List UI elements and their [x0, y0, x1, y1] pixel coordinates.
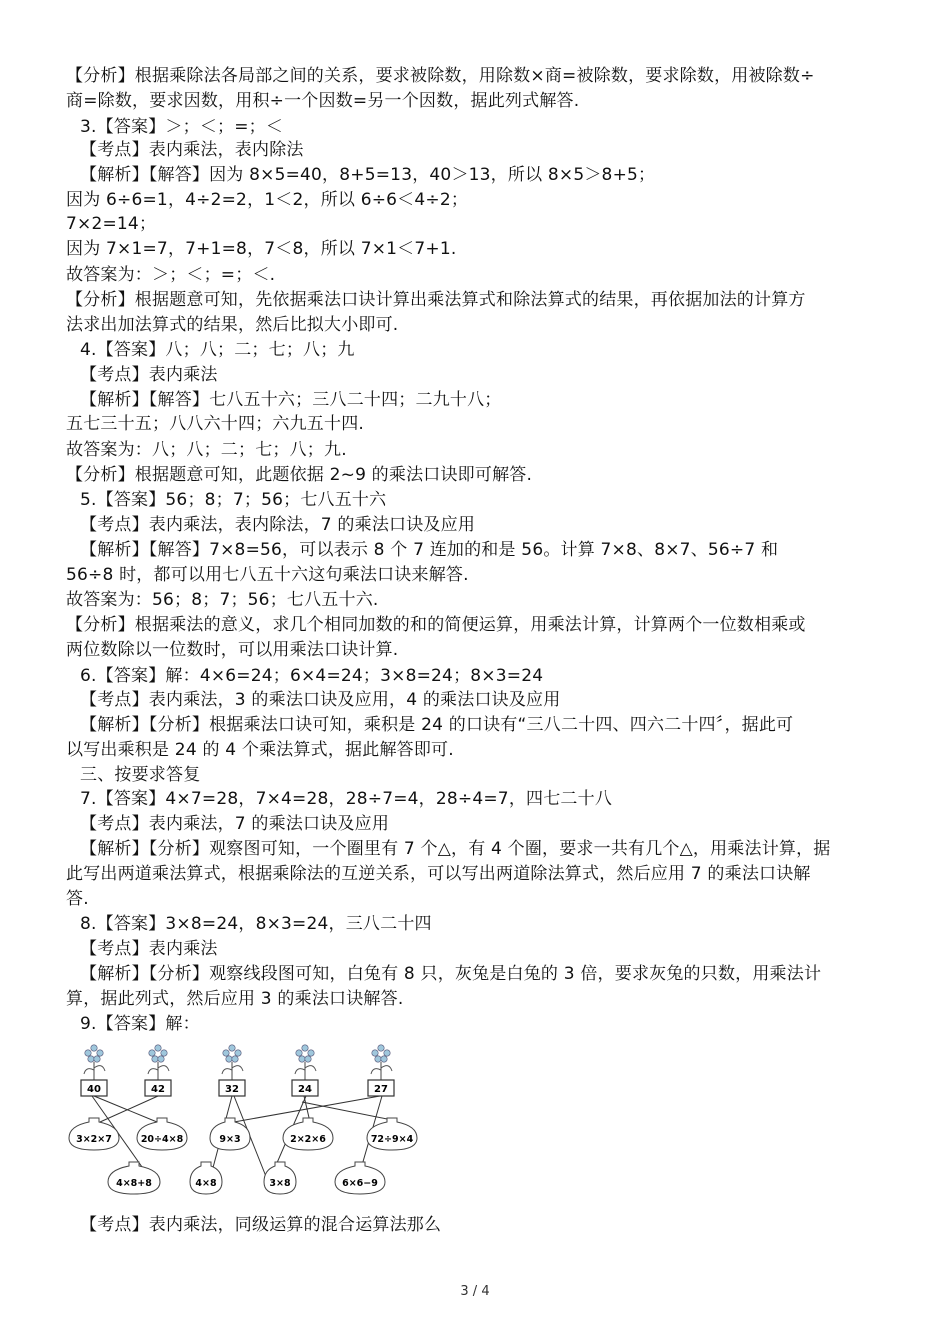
text-line: 故答案为：56；8；7；56；七八五十六. [66, 590, 379, 610]
pot [190, 1162, 222, 1194]
box-number: 42 [151, 1084, 165, 1095]
text-line: 7×2=14； [66, 214, 157, 234]
text-line: 三、按要求答复 [80, 765, 201, 785]
pot [335, 1162, 385, 1194]
box-number: 24 [298, 1084, 312, 1095]
flower-box [292, 1045, 318, 1096]
text-line: 【解析】【分析】根据乘法口诀可知，乘积是 24 的口诀有“三八二十四、四六二十四〞，据此可 [80, 715, 794, 735]
pot-expression: 72÷9×4 [370, 1134, 414, 1145]
text-line: 【考点】表内乘法，表内除法，7 的乘法口诀及应用 [80, 515, 476, 535]
pot-expression: 3×8 [269, 1178, 291, 1189]
pot [264, 1162, 296, 1194]
pot-expression: 4×8 [195, 1178, 217, 1189]
pot-expression: 6×6−9 [342, 1178, 378, 1189]
text-line: 4.【答案】八；八；二；七；八；九 [80, 340, 355, 360]
pot [210, 1118, 250, 1150]
text-line: 因为 7×1=7，7+1=8，7＜8，所以 7×1＜7+1. [66, 239, 457, 259]
text-line: 7.【答案】4×7=28，7×4=28，28÷7=4，28÷4=7，四七二十八 [80, 789, 613, 809]
text-line: 【解析】【解答】七八五十六；三八二十四；二九十八； [80, 390, 502, 410]
flower-icon [371, 1045, 392, 1080]
box-number: 40 [87, 1084, 101, 1095]
text-line: 56÷8 时，都可以用七八五十六这句乘法口诀来解答. [66, 565, 469, 585]
pot [108, 1162, 160, 1194]
text-line: 6.【答案】解：4×6=24；6×4=24；3×8=24；8×3=24 [80, 666, 544, 686]
text-line: 此写出两道乘法算式，根据乘除法的互逆关系，可以写出两道除法算式，然后应用 7 的乘法口诀解 [66, 864, 811, 884]
text-line: 【解析】【解答】7×8=56，可以表示 8 个 7 连加的和是 56。计算 7×8、8×7、56÷7 和 [80, 540, 779, 560]
text-line: 因为 6÷6=1，4÷2=2，1＜2，所以 6÷6＜4÷2； [66, 190, 469, 210]
matching-figure [62, 1044, 432, 1204]
text-line: 【考点】表内乘法，3 的乘法口诀及应用，4 的乘法口诀及应用 [80, 690, 561, 710]
page-number: 3 / 4 [460, 1284, 490, 1299]
text-line: 【分析】根据乘法的意义，求几个相同加数的和的简便运算，用乘法计算，计算两个一位数相乘或 [66, 615, 806, 635]
flower-icon [222, 1045, 243, 1080]
flower-box [145, 1045, 171, 1096]
text-line: 故答案为：＞；＜；=；＜. [66, 265, 276, 285]
box-number: 32 [225, 1084, 239, 1095]
text-line: 【分析】根据题意可知，此题依据 2~9 的乘法口诀即可解答. [66, 465, 533, 485]
pot [69, 1118, 119, 1150]
text-line: 法求出加法算式的结果，然后比拟大小即可. [66, 315, 399, 335]
text-line: 算，据此列式，然后应用 3 的乘法口诀解答. [66, 989, 404, 1009]
flower-icon [295, 1045, 316, 1080]
flower-box [219, 1045, 245, 1096]
flower-box [81, 1045, 107, 1096]
text-line: 【考点】表内乘法，表内除法 [80, 140, 304, 160]
pot-expression: 3×2×7 [76, 1134, 112, 1145]
text-line: 【考点】表内乘法 [80, 365, 218, 385]
text-line: 【分析】根据乘除法各局部之间的关系，要求被除数，用除数×商=被除数，要求除数，用被除数÷ [66, 66, 815, 86]
pot [137, 1118, 187, 1150]
text-line: 3.【答案】＞；＜；=；＜ [80, 117, 284, 137]
text-line: 【解析】【分析】观察图可知，一个圈里有 7 个△，有 4 个圈，要求一共有几个△，用乘法计算，据 [80, 839, 831, 859]
pot-expression: 4×8+8 [116, 1178, 152, 1189]
pot-expression: 20÷4×8 [140, 1134, 184, 1145]
pot-expression: 9×3 [219, 1134, 241, 1145]
flower-box [368, 1045, 394, 1096]
text-line: 两位数除以一位数时，可以用乘法口诀计算. [66, 640, 399, 660]
text-line: 商=除数，要求因数，用积÷一个因数=另一个因数，据此列式解答. [66, 91, 580, 111]
pot-expression: 2×2×6 [290, 1134, 326, 1145]
text-line: 以写出乘积是 24 的 4 个乘法算式，据此解答即可. [66, 740, 454, 760]
text-line: 【考点】表内乘法，7 的乘法口诀及应用 [80, 814, 390, 834]
pot [283, 1118, 333, 1150]
text-line: 8.【答案】3×8=24，8×3=24，三八二十四 [80, 914, 432, 934]
box-number: 27 [374, 1084, 388, 1095]
text-line: 【解析】【解答】因为 8×5=40，8+5=13，40＞13，所以 8×5＞8+5； [80, 165, 656, 185]
text-line: 【考点】表内乘法 [80, 939, 218, 959]
text-line: 【考点】表内乘法，同级运算的混合运算法那么 [80, 1215, 442, 1235]
text-line: 答. [66, 889, 89, 909]
flower-icon [84, 1045, 105, 1080]
flower-icon [148, 1045, 169, 1080]
text-line: 9.【答案】解： [80, 1014, 200, 1034]
text-line: 五七三十五；八八六十四；六九五十四. [66, 414, 365, 434]
text-line: 5.【答案】56；8；7；56；七八五十六 [80, 490, 387, 510]
text-line: 故答案为：八；八；二；七；八；九. [66, 440, 347, 460]
text-line: 【分析】根据题意可知，先依据乘法口诀计算出乘法算式和除法算式的结果，再依据加法的计算方 [66, 290, 806, 310]
text-line: 【解析】【分析】观察线段图可知，白兔有 8 只，灰兔是白兔的 3 倍，要求灰兔的只数，用乘法计 [80, 964, 822, 984]
